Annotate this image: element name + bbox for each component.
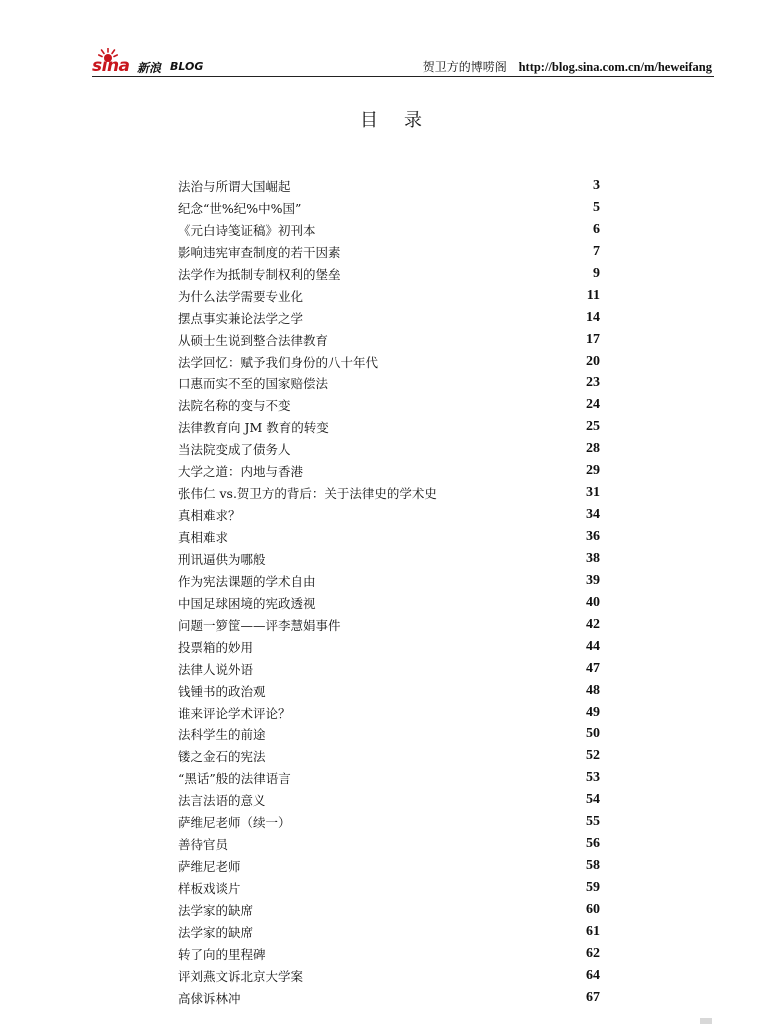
toc-entry-page-number: 62 (586, 945, 600, 961)
toc-entry-title: 法言法语的意义 (178, 793, 266, 809)
toc-entry-title: 问题一箩筐——评李慧娟事件 (178, 617, 341, 633)
toc-entry (178, 942, 600, 964)
toc-entry-page-number: 9 (593, 265, 600, 281)
toc-entry-page-number: 48 (586, 682, 600, 698)
toc-entry (178, 393, 600, 415)
toc-entry (178, 547, 600, 569)
toc-entry-page-number: 25 (586, 419, 600, 435)
toc-entry-title: 纪念“世%纪%中%国” (178, 200, 302, 216)
toc-entry (178, 876, 600, 898)
toc-entry-page-number: 7 (593, 243, 600, 259)
toc-entry-page-number: 17 (586, 331, 600, 347)
toc-entry-page-number: 58 (586, 858, 600, 874)
toc-entry (178, 459, 600, 481)
toc-entry-page-number: 11 (586, 287, 600, 303)
toc-entry-title: 摆点事实兼论法学之学 (178, 310, 304, 326)
toc-entry-page-number: 38 (586, 550, 600, 566)
toc-entry-title: 样板戏谈片 (178, 881, 241, 896)
toc-entry-page-number: 59 (586, 880, 600, 895)
toc-entry-page-number: 29 (586, 463, 600, 479)
toc-entry-page-number: 42 (586, 616, 600, 632)
toc-entry-page-number: 54 (586, 792, 600, 808)
toc-entry-title: 从硕士生说到整合法律教育 (178, 332, 329, 348)
toc-entry-page-number: 24 (586, 397, 600, 413)
toc-entry (178, 174, 600, 196)
toc-entry (178, 328, 600, 350)
toc-entry (178, 788, 600, 810)
toc-entry-title: 法院名称的变与不变 (178, 398, 291, 414)
toc-entry-page-number: 56 (586, 836, 600, 852)
toc-entry (178, 306, 600, 328)
page-corner-mark (700, 1018, 712, 1024)
toc-entry (178, 854, 600, 876)
toc-entry-page-number: 3 (593, 178, 600, 193)
toc-entry-page-number: 53 (586, 770, 600, 786)
toc-entry (178, 657, 600, 679)
toc-entry (178, 964, 600, 986)
toc-entry (178, 635, 600, 657)
page-footer-fragment (386, 1016, 446, 1024)
toc-entry-page-number: 14 (586, 309, 600, 325)
toc-entry-page-number: 52 (586, 748, 600, 764)
toc-entry-title: 转了向的里程碑 (178, 946, 266, 962)
toc-entry-title: 《元白诗笺证稿》初刊本 (178, 222, 316, 238)
toc-entry-title: 投票箱的妙用 (178, 639, 254, 655)
toc-entry (178, 766, 600, 788)
toc-entry-title: 真相难求？ (178, 508, 241, 524)
toc-entry (178, 613, 600, 635)
toc-entry-page-number: 31 (586, 485, 600, 501)
toc-entry-title: 法学家的缺席 (178, 924, 254, 940)
toc-entry-page-number: 64 (586, 967, 600, 983)
toc-entry (178, 525, 600, 547)
toc-entry-page-number: 36 (586, 529, 600, 544)
toc-entry-title: 评刘燕文诉北京大学案 (178, 968, 304, 984)
toc-entry-title: 影响违宪审查制度的若干因素 (178, 244, 341, 260)
toc-entry (178, 920, 600, 942)
toc-entry-page-number: 61 (586, 923, 600, 939)
toc-entry-title: 法学回忆：赋予我们身份的八十年代 (178, 354, 379, 370)
sina-blog-logo (92, 48, 222, 76)
toc-entry (178, 218, 600, 240)
toc-entry-title: 法学家的缺席 (178, 902, 254, 918)
toc-entry-page-number: 55 (586, 814, 600, 830)
toc-entry-title: 法治与所谓大国崛起 (178, 179, 291, 194)
toc-entry (178, 196, 600, 218)
toc-entry (178, 832, 600, 854)
toc-entry-title: 法律人说外语 (178, 661, 254, 677)
toc-entry-title: 真相难求 (178, 530, 229, 545)
toc-entry-page-number: 23 (586, 375, 600, 391)
toc-entry-title: 高俅诉林冲 (178, 990, 241, 1006)
toc-entry (178, 722, 600, 744)
toc-entry-title: 刑讯逼供为哪般 (178, 551, 266, 567)
toc-entry (178, 810, 600, 832)
toc-entry (178, 240, 600, 262)
toc-entry (178, 262, 600, 284)
toc-entry-page-number: 28 (586, 441, 600, 457)
toc-entry-page-number: 40 (586, 594, 600, 610)
toc-entry (178, 701, 600, 723)
toc-entry-title: 作为宪法课题的学术自由 (178, 573, 316, 589)
toc-entry (178, 503, 600, 525)
toc-entry-page-number: 34 (586, 507, 600, 523)
toc-entry-title: 法科学生的前途 (178, 727, 266, 743)
toc-entry-title: 中国足球困境的宪政透视 (178, 595, 316, 611)
toc-list (178, 174, 600, 1008)
blog-url: http://blog.sina.com.cn/m/heweifang (518, 60, 712, 74)
toc-entry-page-number: 5 (593, 199, 600, 215)
toc-entry-page-number: 49 (586, 704, 600, 720)
toc-entry-title: 口惠而实不至的国家赔偿法 (178, 376, 329, 392)
toc-entry (178, 437, 600, 459)
toc-entry-title: 法律教育向 JM 教育的转变 (178, 420, 329, 436)
toc-entry-title: 大学之道：内地与香港 (178, 464, 304, 480)
toc-entry (178, 569, 600, 591)
page-header (92, 44, 714, 78)
blog-name: 贺卫方的博唠阁 (422, 60, 507, 74)
toc-entry (178, 371, 600, 393)
toc-entry (178, 744, 600, 766)
header-divider (92, 76, 714, 77)
toc-entry-title: 谁来评论学术评论？ (178, 705, 291, 721)
toc-entry-page-number: 39 (586, 572, 600, 588)
logo-blog-text: BLOG (170, 60, 204, 73)
toc-entry-page-number: 60 (586, 901, 600, 917)
toc-entry-page-number: 44 (586, 638, 600, 654)
toc-entry-title: 张伟仁 vs.贺卫方的背后：关于法律史的学术史 (178, 486, 437, 502)
toc-entry-title: 钱锺书的政治观 (178, 683, 266, 699)
header-blog-info (423, 58, 712, 75)
toc-entry (178, 284, 600, 306)
logo-sina-text: sina (92, 56, 130, 76)
toc-entry (178, 415, 600, 437)
toc-entry (178, 679, 600, 701)
toc-entry-title: 善待官员 (178, 837, 229, 853)
toc-entry (178, 591, 600, 613)
toc-entry-title: 萨维尼老师（续一） (178, 815, 291, 831)
toc-entry-page-number: 47 (586, 660, 600, 676)
toc-entry (178, 481, 600, 503)
toc-entry-title: 镂之金石的宪法 (178, 749, 266, 765)
toc-title: 目录 (360, 110, 448, 131)
toc-entry-page-number: 6 (593, 221, 600, 237)
toc-entry (178, 898, 600, 920)
toc-entry-title: 萨维尼老师 (178, 859, 241, 875)
toc-entry-title: “黑话”般的法律语言 (178, 771, 291, 787)
logo-xinlang-text: 新浪 (137, 61, 162, 75)
toc-entry (178, 986, 600, 1008)
toc-entry-title: 为什么法学需要专业化 (178, 288, 304, 304)
toc-entry-page-number: 50 (586, 726, 600, 742)
toc-entry-title: 法学作为抵制专制权利的堡垒 (178, 266, 341, 282)
toc-entry-title: 当法院变成了债务人 (178, 442, 291, 458)
toc-entry (178, 350, 600, 372)
toc-entry-page-number: 20 (586, 353, 600, 369)
toc-entry-page-number: 67 (586, 989, 600, 1005)
